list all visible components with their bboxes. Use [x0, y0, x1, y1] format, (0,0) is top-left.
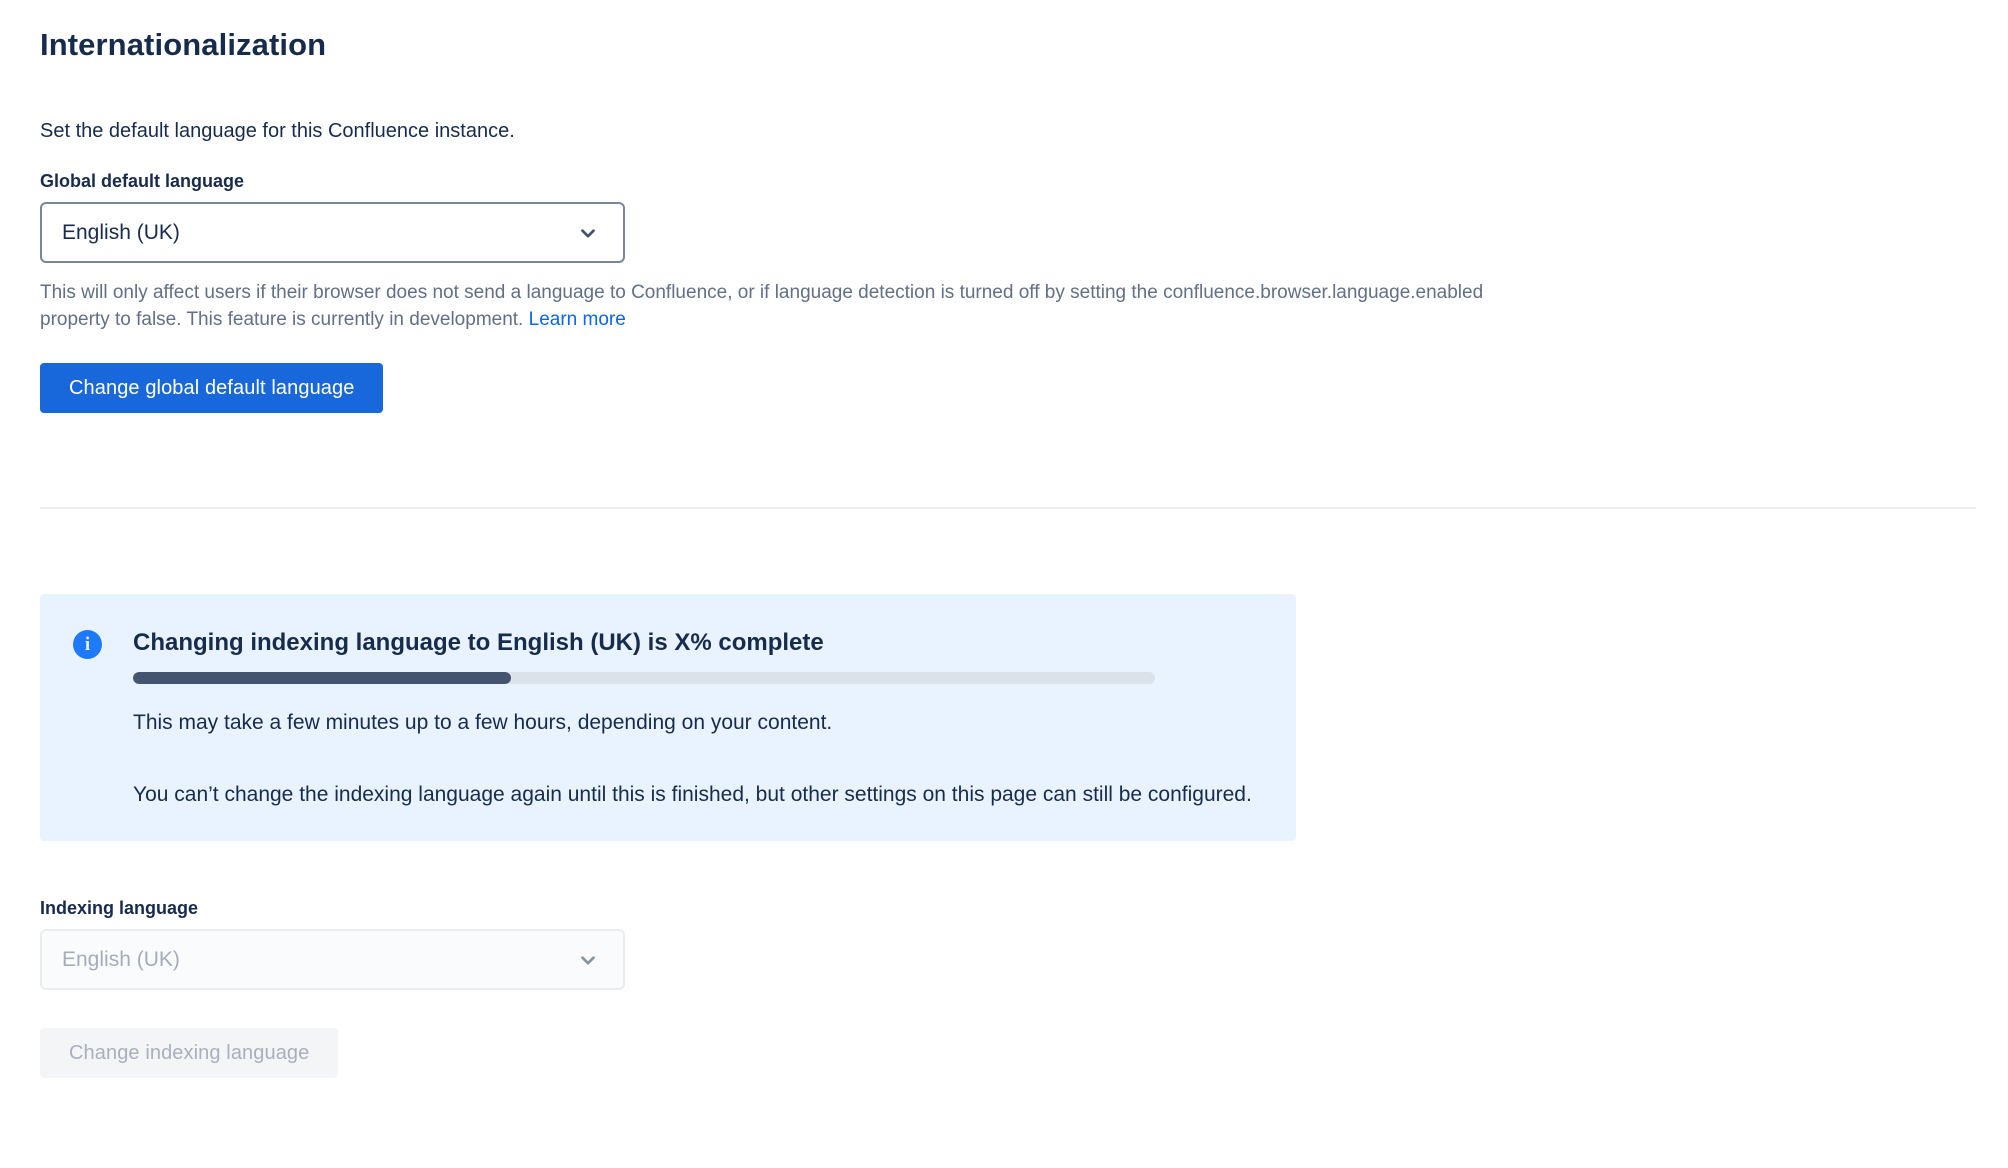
global-default-language-value: English (UK): [62, 220, 180, 244]
indexing-language-select[interactable]: [40, 929, 625, 990]
info-icon: i: [73, 630, 102, 659]
help-line-2: property to false. This feature is currently in development.: [40, 309, 524, 330]
change-indexing-language-button[interactable]: Change indexing language: [40, 1028, 338, 1078]
indexing-progress-heading: Changing indexing language to English (UK) is X% complete: [133, 629, 824, 656]
indexing-progress-bar-fill: [133, 672, 511, 684]
change-global-default-language-button[interactable]: Change global default language: [40, 363, 383, 413]
intro-text: Set the default language for this Confluence instance.: [40, 120, 515, 142]
global-language-help-text: [40, 279, 1760, 333]
global-default-language-label: Global default language: [40, 171, 245, 191]
page-title: Internationalization: [40, 27, 327, 62]
section-divider: [40, 507, 1976, 509]
learn-more-link[interactable]: Learn more: [528, 309, 626, 330]
chevron-down-icon: [577, 949, 599, 971]
help-line-1: This will only affect users if their browser does not send a language to Confluence, or if language detection is turned off by setting the confluence.browser.language.enabled: [40, 282, 1484, 303]
indexing-language-section: [40, 897, 1976, 1078]
info-icon-column: [73, 628, 133, 811]
indexing-language-label: Indexing language: [40, 898, 199, 918]
indexing-language-value: English (UK): [62, 947, 180, 971]
indexing-progress-bar: [133, 672, 1155, 684]
indexing-progress-note-duration: This may take a few minutes up to a few hours, depending on your content.: [133, 711, 833, 734]
chevron-down-icon: [577, 222, 599, 244]
indexing-progress-note-restriction: You can’t change the indexing language again until this is finished, but other settings on this page can still be configured.: [133, 783, 1252, 806]
indexing-progress-info-panel: [40, 594, 1296, 841]
global-default-language-select[interactable]: [40, 202, 625, 263]
global-language-section: [40, 170, 1976, 413]
info-panel-content: [133, 628, 1260, 811]
